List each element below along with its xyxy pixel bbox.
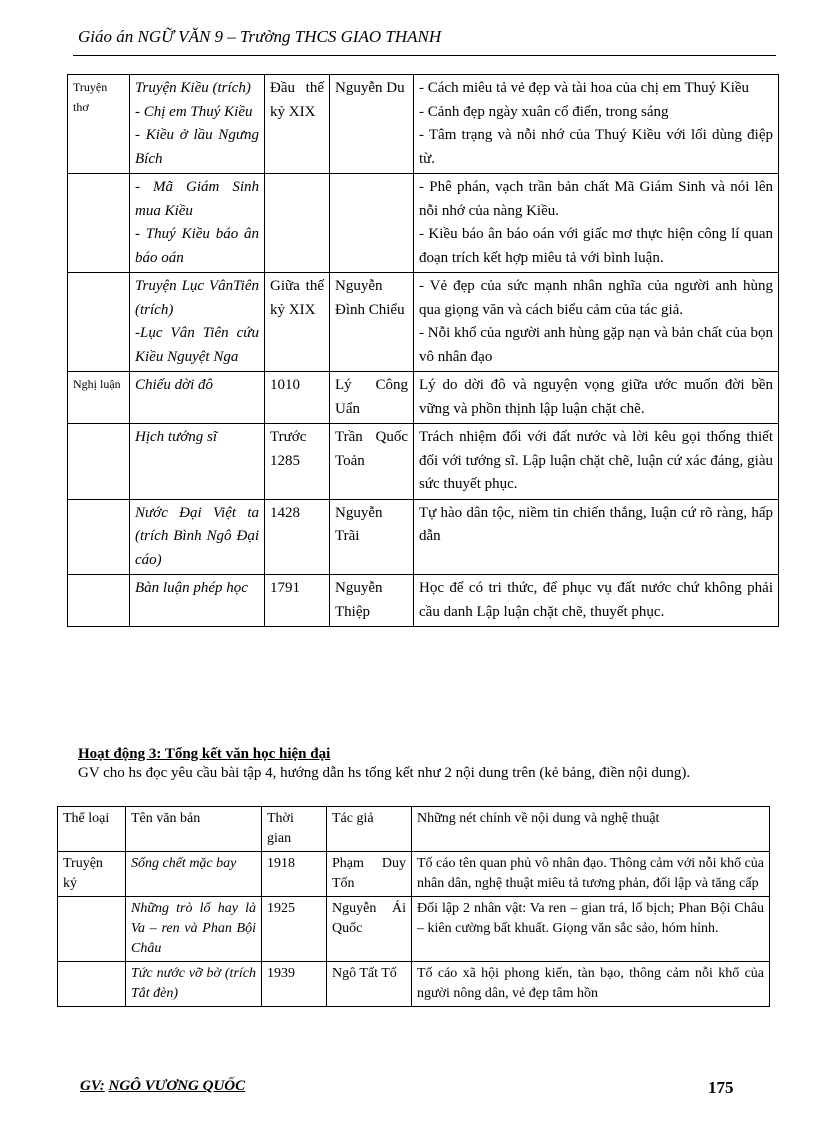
genre-cell: Truyện thơ xyxy=(68,75,130,174)
header-time: Thời gian xyxy=(262,807,327,852)
content-cell xyxy=(414,273,779,372)
work-title-cell xyxy=(130,75,265,174)
header-author: Tác giả xyxy=(327,807,412,852)
table-header-row xyxy=(58,807,770,852)
author-cell: Nguyễn Trãi xyxy=(330,499,414,575)
literature-table-2 xyxy=(57,806,770,1007)
table-row xyxy=(68,174,779,273)
work-line: Hịch tướng sĩ xyxy=(135,429,218,445)
table-row xyxy=(58,962,770,1007)
content-cell xyxy=(414,424,779,500)
page-header-title: Giáo án NGỮ VĂN 9 – Trường THCS GIAO THANH xyxy=(78,27,442,46)
content-line: - Nỗi khổ của người anh hùng gặp nạn và bản chất của bọn vô nhân đạo xyxy=(419,325,773,365)
work-title-cell xyxy=(130,424,265,500)
author-cell: Nguyễn Đình Chiểu xyxy=(330,273,414,372)
header-rule xyxy=(73,55,776,56)
time-cell: Trước 1285 xyxy=(265,424,330,500)
content-line: Học để có tri thức, để phục vụ đất nước chứ không phải cầu danh Lập luận chặt chẽ, thuyết phục. xyxy=(419,580,773,620)
header-genre: Thể loại xyxy=(58,807,126,852)
table-row xyxy=(68,75,779,174)
header-content: Những nét chính về nội dung và nghệ thuật xyxy=(412,807,770,852)
work-title-cell xyxy=(130,372,265,424)
genre-cell: Truyện ký xyxy=(58,852,126,897)
work-line: Truyện Lục VânTiên (trích) xyxy=(135,278,259,318)
genre-cell xyxy=(68,424,130,500)
work-line: Truyện Kiều (trích) xyxy=(135,80,251,96)
work-title-cell xyxy=(130,273,265,372)
content-cell: Đối lập 2 nhân vật: Va ren – gian trá, lố bịch; Phan Bội Châu – kiên cường bất khuất. Giọng văn sắc sảo, hóm hỉnh. xyxy=(412,897,770,962)
work-line: Nước Đại Việt ta (trích Bình Ngô Đại cáo) xyxy=(135,504,259,568)
time-cell: 1925 xyxy=(262,897,327,962)
work-title-cell xyxy=(130,575,265,627)
content-cell: Tố cáo xã hội phong kiến, tàn bạo, thông cảm nỗi khổ của người nông dân, vẻ đẹp tâm hồn xyxy=(412,962,770,1007)
work-title-cell: Những trò lố hay là Va – ren và Phan Bội Châu xyxy=(126,897,262,962)
work-line: Chiếu dời đô xyxy=(135,377,214,393)
author-cell: Phạm Duy Tốn xyxy=(327,852,412,897)
teacher-label: GV: xyxy=(80,1078,105,1094)
author-cell: Lý Công Uẩn xyxy=(330,372,414,424)
activity-section xyxy=(78,745,778,783)
table-row xyxy=(68,372,779,424)
content-line: - Kiều báo ân báo oán với giấc mơ thực hiện công lí quan đoạn trích kết hợp miêu tả với bình luận. xyxy=(419,226,773,266)
time-cell: Giữa thế kỷ XIX xyxy=(265,273,330,372)
genre-cell xyxy=(58,897,126,962)
content-line: Trách nhiệm đối với đất nước và lời kêu gọi thống thiết đối với tướng sĩ. Lập luận chặt chẽ, luận cứ xác đáng, giàu sức thuyết phục. xyxy=(419,429,773,492)
table-row xyxy=(68,273,779,372)
teacher-name: NGÔ VƯƠNG QUỐC xyxy=(108,1078,246,1094)
work-title-cell: Tức nước vỡ bờ (trích Tắt đèn) xyxy=(126,962,262,1007)
genre-cell xyxy=(68,174,130,273)
content-line: Tự hào dân tộc, niềm tin chiến thắng, luận cứ rõ ràng, hấp dẫn xyxy=(419,504,773,544)
content-line: - Phê phán, vạch trần bản chất Mã Giám Sinh và nói lên nỗi nhớ của nàng Kiều. xyxy=(419,179,773,219)
time-cell: 1428 xyxy=(265,499,330,575)
work-line: - Thuý Kiều báo ân báo oán xyxy=(135,226,259,266)
author-cell xyxy=(330,174,414,273)
content-line: - Cảnh đẹp ngày xuân cổ điển, trong sáng xyxy=(419,103,669,120)
time-cell: 1918 xyxy=(262,852,327,897)
table-row xyxy=(68,424,779,500)
content-cell xyxy=(414,575,779,627)
time-cell xyxy=(265,174,330,273)
content-cell xyxy=(414,372,779,424)
teacher-credit xyxy=(80,1078,245,1095)
content-cell xyxy=(414,174,779,273)
work-title-cell xyxy=(130,499,265,575)
genre-cell xyxy=(68,273,130,372)
time-cell: 1010 xyxy=(265,372,330,424)
work-line: Bàn luận phép học xyxy=(135,580,248,596)
author-cell: Trần Quốc Toản xyxy=(330,424,414,500)
work-title-cell xyxy=(130,174,265,273)
table-row xyxy=(68,499,779,575)
content-cell xyxy=(414,75,779,174)
section-heading: Hoạt động 3: Tổng kết văn học hiện đại xyxy=(78,746,331,762)
work-line: -Lục Vân Tiên cứu Kiều Nguyệt Nga xyxy=(135,325,259,365)
header-work: Tên văn bản xyxy=(126,807,262,852)
genre-cell: Nghị luận xyxy=(68,372,130,424)
time-cell: 1791 xyxy=(265,575,330,627)
work-line: - Chị em Thuý Kiều xyxy=(135,103,253,120)
author-cell: Nguyễn Ái Quốc xyxy=(327,897,412,962)
time-cell: 1939 xyxy=(262,962,327,1007)
content-line: - Cách miêu tả vẻ đẹp và tài hoa của chị em Thuý Kiều xyxy=(419,80,750,96)
table-row xyxy=(68,575,779,627)
table-row xyxy=(58,852,770,897)
content-line: - Vẻ đẹp của sức mạnh nhân nghĩa của người anh hùng qua giọng văn và cách biểu cảm của tác giả. xyxy=(419,278,773,318)
table-row xyxy=(58,897,770,962)
page-number: 175 xyxy=(708,1078,734,1097)
genre-cell xyxy=(58,962,126,1007)
time-cell: Đầu thế kỷ XIX xyxy=(265,75,330,174)
content-cell: Tố cáo tên quan phủ vô nhân đạo. Thông cảm với nỗi khổ của nhân dân, nghệ thuật miêu tả tương phản, đối lập và tăng cấp xyxy=(412,852,770,897)
section-instructions: GV cho hs đọc yêu cầu bài tập 4, hướng dẫn hs tổng kết như 2 nội dung trên (kẻ bảng, điền nội dung). xyxy=(78,765,691,781)
work-line: - Mã Giám Sinh mua Kiều xyxy=(135,179,259,219)
content-cell xyxy=(414,499,779,575)
author-cell: Nguyễn Thiệp xyxy=(330,575,414,627)
literature-table-1 xyxy=(67,74,779,627)
work-line: - Kiều ở lầu Ngưng Bích xyxy=(135,127,259,167)
content-line: Lý do dời đô và nguyện vọng giữa ước muốn đời bền vững và phồn thịnh lập luận chặt chẽ. xyxy=(419,377,773,417)
content-line: - Tâm trạng và nỗi nhớ của Thuý Kiều với lối dùng điệp từ. xyxy=(419,127,773,167)
genre-cell xyxy=(68,499,130,575)
genre-cell xyxy=(68,575,130,627)
author-cell: Nguyễn Du xyxy=(330,75,414,174)
work-title-cell: Sống chết mặc bay xyxy=(126,852,262,897)
author-cell: Ngô Tất Tố xyxy=(327,962,412,1007)
